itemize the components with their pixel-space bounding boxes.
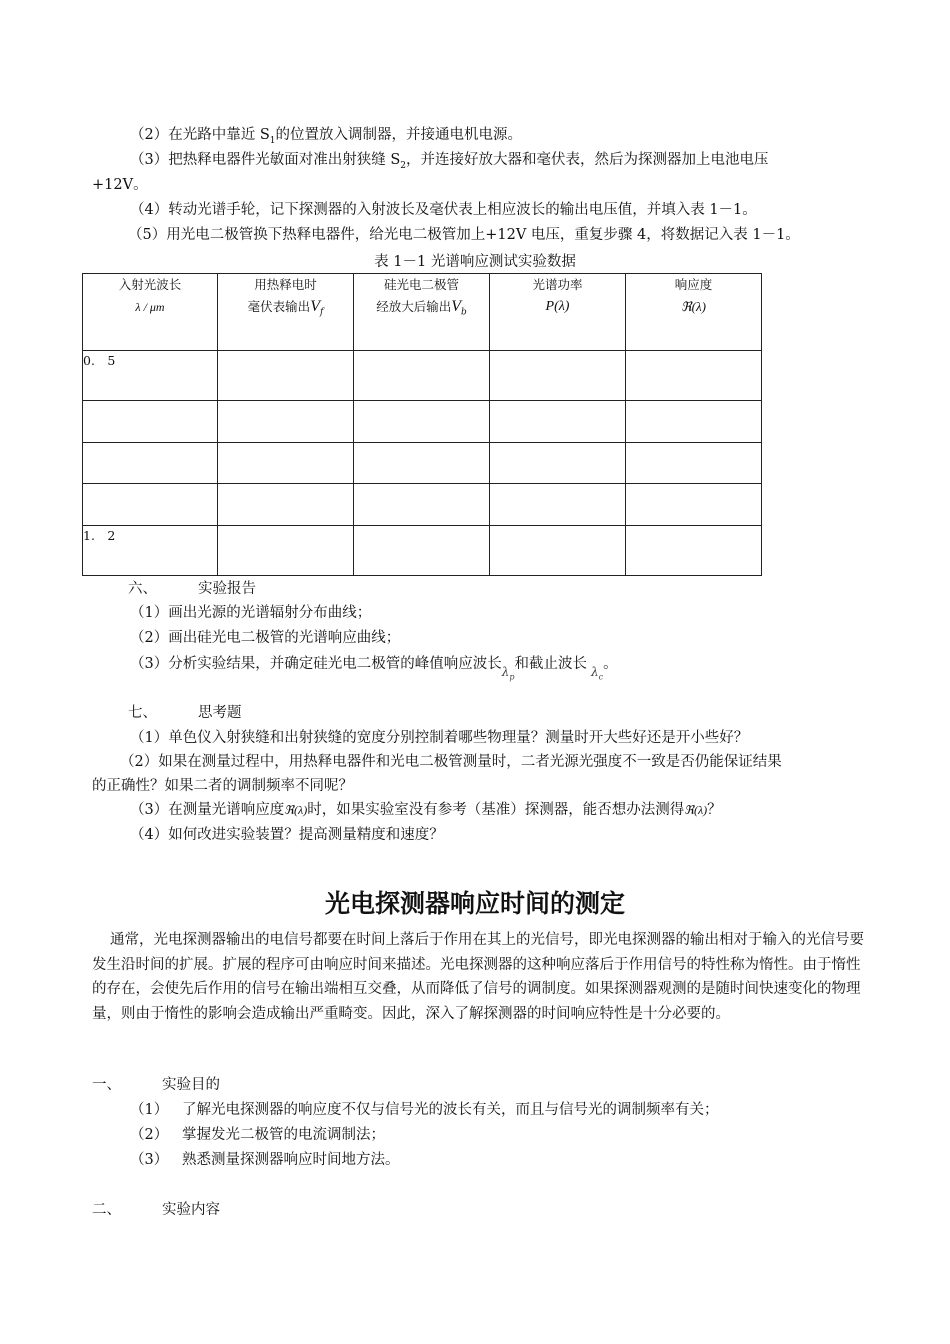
data-table: [82, 273, 762, 576]
section-2-heading: 二、 实验内容: [92, 1202, 220, 1218]
table-cell: [218, 443, 354, 484]
table-cell: [626, 443, 762, 484]
table-cell: [218, 484, 354, 526]
table-cell: [354, 526, 490, 576]
report-item-1: （1）画出光源的光谱辐射分布曲线；: [130, 605, 372, 621]
step-3-subscript: 2: [400, 160, 407, 171]
intro-paragraph: 通常，光电探测器输出的电信号都要在时间上落后于作用在其上的光信号，即光电探测器的输出相对于输入的光信号要发生沿时间的扩展。扩展的程序可由响应时间来描述。光电探测器的这种响应落后于作用信号的特性称为惰性。由于惰性的存在，会使先后作用的信号在输出端相互交叠，从而降低了信号的调制度。如果探测器观测的是随时间快速变化的物理量，则由于惰性的影响会造成输出严重畸变。因此，深入了解探测器的时间响应特性是十分必要的。: [92, 932, 864, 1022]
table-cell: [490, 526, 626, 576]
table-cell: [354, 401, 490, 443]
table-cell: [626, 526, 762, 576]
header-responsivity: 响应度 ℜ(λ): [626, 274, 762, 351]
table-cell: [490, 401, 626, 443]
table-row: [83, 443, 762, 484]
section-1-heading: 一、 实验目的: [92, 1077, 220, 1093]
objective-2: （2） 掌握发光二极管的电流调制法；: [130, 1127, 385, 1143]
table-cell: [218, 401, 354, 443]
table-cell: [626, 401, 762, 443]
table-cell: [490, 484, 626, 526]
page-title: 光电探测器响应时间的测定: [324, 889, 625, 918]
table-cell: [218, 526, 354, 576]
table-cell: [354, 443, 490, 484]
table-cell: [354, 484, 490, 526]
step-2: （2）在光路中靠近 $S_1$的位置放入调制器，并接通电机电源。: [130, 127, 523, 146]
table-cell: [490, 351, 626, 401]
table-cell: [626, 351, 762, 401]
table-cell: [83, 484, 218, 526]
header-wavelength: 入射光波长 λ / μm: [83, 274, 218, 351]
table-caption: 表 1－1 光谱响应测试实验数据: [374, 254, 576, 270]
section-7-heading: 七、 思考题: [128, 705, 242, 721]
table-cell: [354, 351, 490, 401]
step-5: （5）用光电二极管换下热释电器件，给光电二极管加上+12V 电压，重复步骤 4，将数据记入表 1－1。: [128, 227, 800, 243]
step-3-continued: +12V。: [92, 177, 148, 193]
table-row: [83, 351, 762, 401]
step-3: （3）把热释电器件光敏面对准出射狭缝 $S_2$，并连接好放大器和毫伏表，然后为探测器加上电池电压: [130, 152, 769, 171]
step-2-subscript: 1: [269, 135, 276, 146]
table-cell: [626, 484, 762, 526]
question-4: （4）如何改进实验装置？提高测量精度和速度？: [130, 827, 444, 843]
header-photodiode-output: 硅光电二极管 经放大后输出$V_b$: [354, 274, 490, 351]
table-cell: 0. 5: [83, 351, 218, 401]
objective-3: （3） 熟悉测量探测器响应时间地方法。: [130, 1152, 400, 1168]
table-cell: [83, 401, 218, 443]
table-header-row: [83, 274, 762, 351]
question-2-continued: 的正确性？如果二者的调制频率不同呢？: [92, 778, 353, 794]
question-3: （3）在测量光谱响应度ℜ(λ)时，如果实验室没有参考（基准）探测器，能否想办法测得ℜ(λ)？: [130, 802, 722, 818]
header-spectral-power: 光谱功率 P(λ): [490, 274, 626, 351]
step-4: （4）转动光谱手轮，记下探测器的入射波长及毫伏表上相应波长的输出电压值，并填入表 1－1。: [130, 202, 757, 218]
question-2: （2）如果在测量过程中，用热释电器件和光电二极管测量时，二者光源光强度不一致是否仍能保证结果: [120, 754, 782, 770]
table-cell: [83, 443, 218, 484]
table-cell: [218, 351, 354, 401]
report-item-3: （3）分析实验结果，并确定硅光电二极管的峰值响应波长$_{\lambda_p}$和截止波长 $_{\lambda_c}$。: [130, 656, 618, 682]
question-1: （1）单色仪入射狭缝和出射狭缝的宽度分别控制着哪些物理量？测量时开大些好还是开小些好？: [130, 730, 749, 746]
section-6-heading: 六、 实验报告: [128, 581, 256, 597]
table-row: [83, 526, 762, 576]
header-pyro-output: 用热释电时 毫伏表输出$V_f$: [218, 274, 354, 351]
objective-1: （1） 了解光电探测器的响应度不仅与信号光的波长有关，而且与信号光的调制频率有关；: [130, 1102, 719, 1118]
table-cell: [490, 443, 626, 484]
table-row: [83, 484, 762, 526]
table-cell: 1. 2: [83, 526, 218, 576]
table-row: [83, 401, 762, 443]
report-item-2: （2）画出硅光电二极管的光谱响应曲线；: [130, 630, 401, 646]
